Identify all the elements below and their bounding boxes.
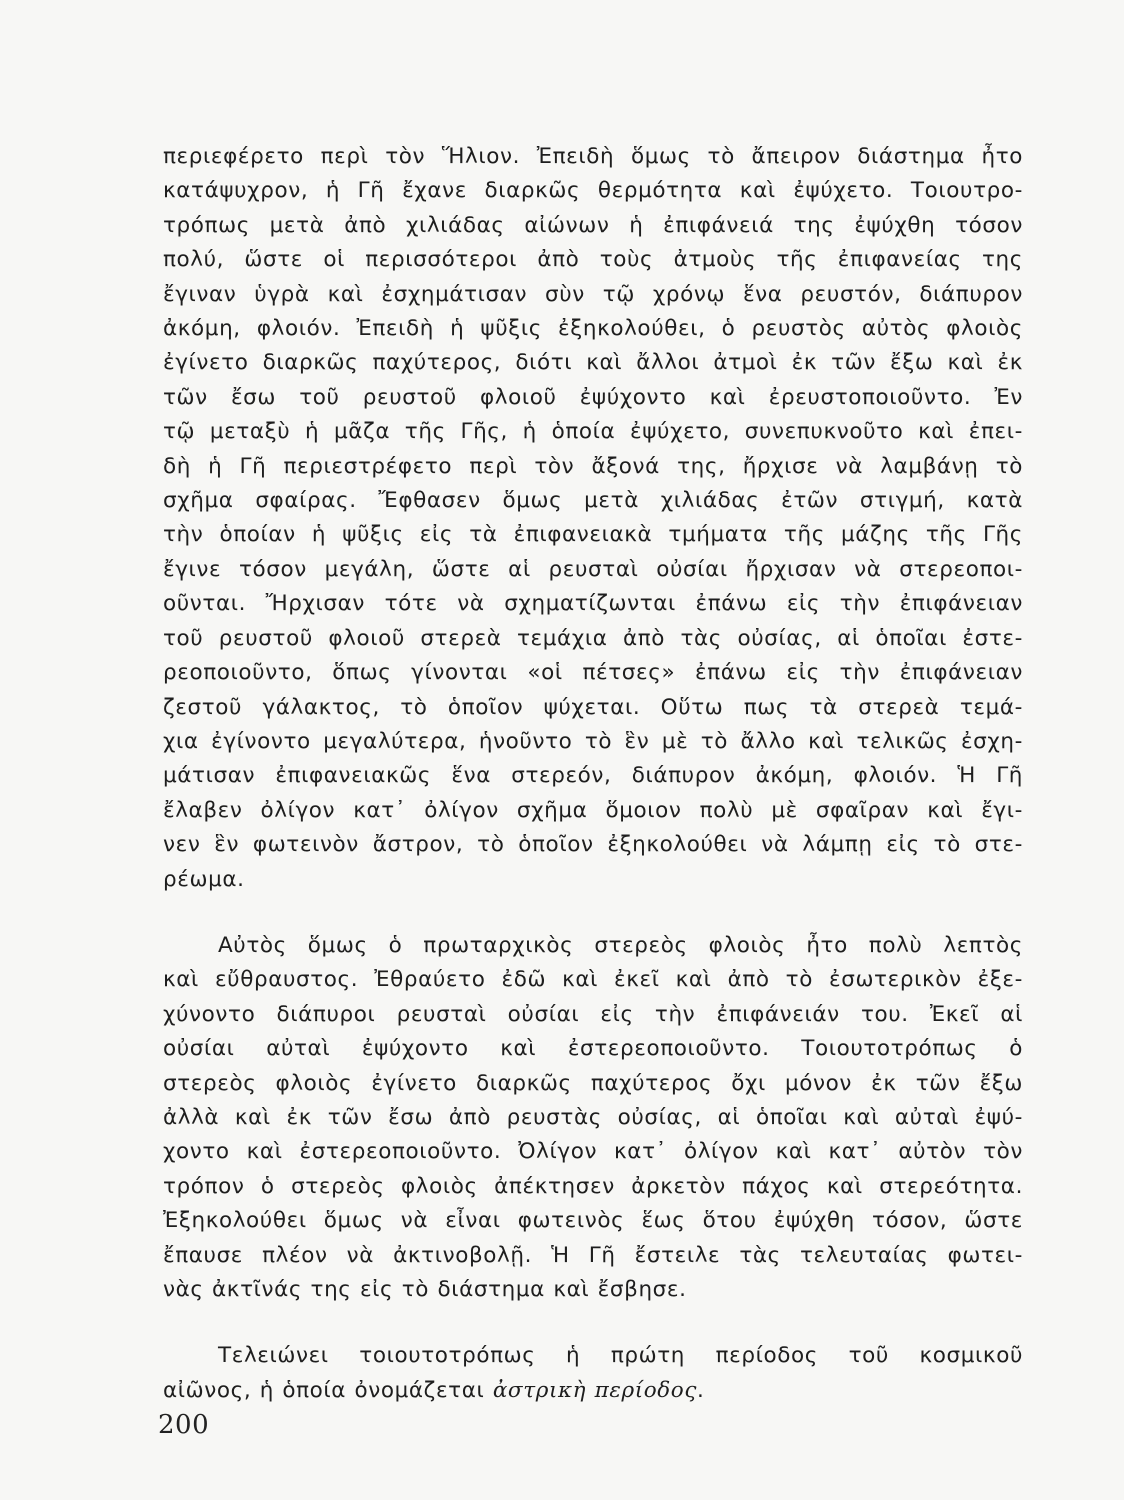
body-text xyxy=(163,140,1023,1408)
text-line: στερεὸς φλοιὸς ἐγίνετο διαρκῶς παχύτερος ὄχι μόνον ἐκ τῶν ἔξω xyxy=(163,1070,1023,1096)
text-line: τοῦ ρευστοῦ φλοιοῦ στερεὰ τεμάχια ἀπὸ τὰς οὐσίας, αἱ ὁποῖαι ἐστε- xyxy=(163,625,1023,651)
text-line: οῦνται. Ἤρχισαν τότε νὰ σχηματίζωνται ἐπάνω εἰς τὴν ἐπιφάνειαν xyxy=(163,591,1023,617)
italic-term: ἀστρικὴ περίοδος xyxy=(492,1377,697,1403)
text-line: νεν ἓν φωτεινὸν ἄστρον, τὸ ὁποῖον ἐξηκολούθει νὰ λάμπῃ εἰς τὸ στε- xyxy=(163,832,1023,858)
paragraph-1 xyxy=(163,140,1023,897)
text-line: χια ἐγίνοντο μεγαλύτερα, ἡνοῦντο τὸ ἓν μὲ τὸ ἄλλο καὶ τελικῶς ἐσχη- xyxy=(163,728,1023,754)
text-line: τὴν ὁποίαν ἡ ψῦξις εἰς τὰ ἐπιφανειακὰ τμήματα τῆς μάζης τῆς Γῆς xyxy=(163,522,1023,548)
text-line: νὰς ἀκτῖνάς της εἰς τὸ διάστημα καὶ ἔσβησε. xyxy=(163,1277,687,1302)
text-line: Αὐτὸς ὅμως ὁ πρωταρχικὸς στερεὸς φλοιὸς ἦτο πολὺ λεπτὸς xyxy=(218,932,1023,958)
text-line: Ἐξηκολούθει ὅμως νὰ εἶναι φωτεινὸς ἕως ὅτου ἐψύχθη τόσον, ὥστε xyxy=(163,1208,1023,1234)
text-line: ἔγινε τόσον μεγάλη, ὥστε αἱ ρευσταὶ οὐσίαι ἤρχισαν νὰ στερεοποι- xyxy=(163,556,1023,582)
text-line: ζεστοῦ γάλακτος, τὸ ὁποῖον ψύχεται. Οὕτω πως τὰ στερεὰ τεμά- xyxy=(163,694,1023,720)
text-fragment: . xyxy=(697,1377,705,1403)
text-line: καὶ εὔθραυστος. Ἐθραύετο ἐδῶ καὶ ἐκεῖ καὶ ἀπὸ τὸ ἐσωτερικὸν ἐξε- xyxy=(163,967,1023,993)
text-line: ἔλαβεν ὀλίγον κατ᾽ ὀλίγον σχῆμα ὅμοιον πολὺ μὲ σφαῖραν καὶ ἔγι- xyxy=(163,797,1023,823)
text-line: τῷ μεταξὺ ἡ μᾶζα τῆς Γῆς, ἡ ὁποία ἐψύχετο, συνεπυκνοῦτο καὶ ἐπει- xyxy=(163,419,1023,445)
text-line: ἀκόμη, φλοιόν. Ἐπειδὴ ἡ ψῦξις ἐξηκολούθει, ὁ ρευστὸς αὐτὸς φλοιὸς xyxy=(163,316,1023,342)
paragraph-3 xyxy=(163,1339,1023,1408)
text-line: ἔγιναν ὑγρὰ καὶ ἐσχημάτισαν σὺν τῷ χρόνῳ ἕνα ρευστόν, διάπυρον xyxy=(163,281,1023,307)
text-line: ἐγίνετο διαρκῶς παχύτερος, διότι καὶ ἄλλοι ἀτμοὶ ἐκ τῶν ἔξω καὶ ἐκ xyxy=(163,350,1023,376)
text-line: μάτισαν ἐπιφανειακῶς ἕνα στερεόν, διάπυρον ἀκόμη, φλοιόν. Ἡ Γῆ xyxy=(163,763,1023,789)
text-line: ρεοποιοῦντο, ὅπως γίνονται «οἱ πέτσες» ἐπάνω εἰς τὴν ἐπιφάνειαν xyxy=(163,660,1023,686)
text-line: ἔπαυσε πλέον νὰ ἀκτινοβολῇ. Ἡ Γῆ ἔστειλε τὰς τελευταίας φωτει- xyxy=(163,1242,1023,1268)
paragraph-2 xyxy=(163,929,1023,1307)
text-fragment: αἰῶνος, ἡ ὁποία ὀνομάζεται xyxy=(163,1377,493,1403)
text-line: πολύ, ὥστε οἱ περισσότεροι ἀπὸ τοὺς ἀτμοὺς τῆς ἐπιφανείας της xyxy=(163,247,1023,273)
text-line: τρόπον ὁ στερεὸς φλοιὸς ἀπέκτησεν ἀρκετὸν πάχος καὶ στερεότητα. xyxy=(163,1173,1023,1199)
text-line: ρέωμα. xyxy=(163,866,245,892)
text-line: δὴ ἡ Γῆ περιεστρέφετο περὶ τὸν ἄξονά της, ἤρχισε νὰ λαμβάνῃ τὸ xyxy=(163,453,1023,479)
text-line: σχῆμα σφαίρας. Ἔφθασεν ὅμως μετὰ χιλιάδας ἐτῶν στιγμή, κατὰ xyxy=(163,488,1023,514)
text-line: Τελειώνει τοιουτοτρόπως ἡ πρώτη περίοδος τοῦ κοσμικοῦ xyxy=(218,1343,1023,1369)
text-line: περιεφέρετο περὶ τὸν Ἥλιον. Ἐπειδὴ ὅμως τὸ ἄπειρον διάστημα ἦτο xyxy=(163,144,1023,169)
text-line: τῶν ἔσω τοῦ ρευστοῦ φλοιοῦ ἐψύχοντο καὶ ἐρευστοποιοῦντο. Ἐν xyxy=(163,384,1023,410)
text-line: ἀλλὰ καὶ ἐκ τῶν ἔσω ἀπὸ ρευστὰς οὐσίας, αἱ ὁποῖαι καὶ αὐταὶ ἐψύ- xyxy=(163,1104,1023,1130)
text-line xyxy=(163,1374,1023,1408)
text-line: τρόπως μετὰ ἀπὸ χιλιάδας αἰώνων ἡ ἐπιφάνειά της ἐψύχθη τόσον xyxy=(163,212,1023,238)
text-line: χοντο καὶ ἐστερεοποιοῦντο. Ὀλίγον κατ᾽ ὀλίγον καὶ κατ᾽ αὐτὸν τὸν xyxy=(163,1139,1023,1165)
text-line: χύνοντο διάπυροι ρευσταὶ οὐσίαι εἰς τὴν ἐπιφάνειάν του. Ἐκεῖ αἱ xyxy=(163,1001,1023,1027)
page-number: 200 xyxy=(158,1410,210,1440)
text-line: οὐσίαι αὐταὶ ἐψύχοντο καὶ ἐστερεοποιοῦντο. Τοιουτοτρόπως ὁ xyxy=(163,1036,1023,1062)
text-line: κατάψυχρον, ἡ Γῆ ἔχανε διαρκῶς θερμότητα καὶ ἐψύχετο. Τοιουτρο- xyxy=(163,178,1023,204)
